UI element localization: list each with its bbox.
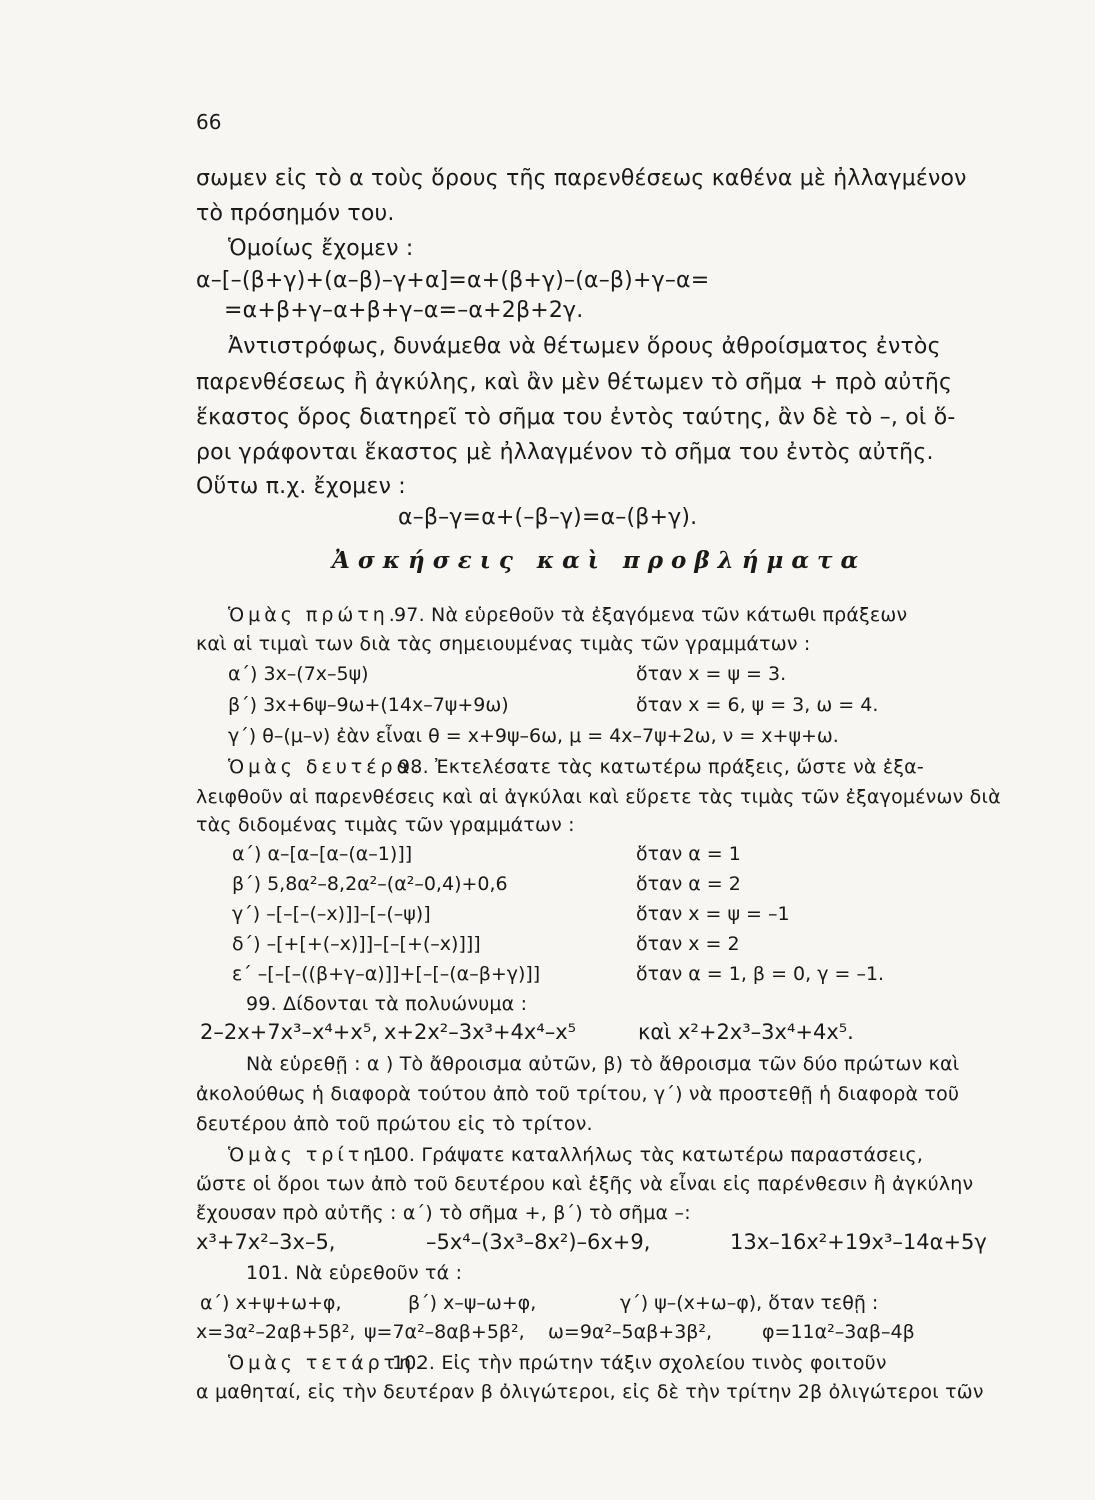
exercise-condition: ὅταν x = ψ = 3. [636, 663, 787, 685]
text-line: ἕκαστος ὅρος διατηρεῖ τὸ σῆμα του ἐντὸς ταύτης, ἂν δὲ τὸ –, οἱ ὅ- [196, 405, 956, 430]
polynomial: καὶ x²+2x³–3x⁴+4x⁵. [638, 1020, 854, 1044]
text-line: 101. Νὰ εὑρεθοῦν τά : [246, 1262, 463, 1284]
expression: β΄) x–ψ–ω+φ, [408, 1292, 537, 1314]
exercise-condition: ὅταν α = 2 [636, 873, 741, 895]
exercise-condition: ὅταν α = 1 [636, 843, 741, 865]
equation-line: α–β–γ=α+(–β–γ)=α–(β+γ). [398, 505, 698, 530]
group-title: Ὁμὰς πρώτη. [228, 604, 399, 626]
text-line: 99. Δίδονται τὰ πολυώνυμα : [246, 993, 528, 1015]
exercise-condition: ὅταν x = ψ = –1 [636, 903, 790, 925]
text-line: ὥστε οἱ ὅροι των ἀπὸ τοῦ δευτέρου καὶ ἑξῆς νὰ εἶναι εἰς παρένθεσιν ἢ ἀγκύλην [196, 1173, 974, 1195]
exercise-expression: α΄) α–[α–[α–(α–1)]] [232, 843, 413, 865]
exercise-expression: β΄) 3x+6ψ–9ω+(14x–7ψ+9ω) [228, 694, 509, 716]
text-line: τὸ πρόσημόν του. [196, 201, 395, 226]
expression: α΄) x+ψ+ω+φ, [200, 1292, 342, 1314]
text-line: Νὰ εὑρεθῇ : α ) Τὸ ἄθροισμα αὐτῶν, β) τὸ ἄθροισμα τῶν δύο πρώτων καὶ [246, 1053, 960, 1075]
text-line: παρενθέσεως ἢ ἀγκύλης, καὶ ἂν μὲν θέτωμεν τὸ σῆμα + πρὸ αὐτῆς [196, 370, 953, 395]
expression: γ΄) ψ–(x+ω–φ), ὅταν τεθῇ : [620, 1292, 879, 1314]
expression: ω=9α²–5αβ+3β², [548, 1321, 713, 1343]
expression: x³+7x²–3x–5, [196, 1230, 336, 1254]
page-number: 66 [196, 110, 222, 134]
exercise-expression: γ΄) –[–[–(–x)]]–[–(–ψ)] [232, 903, 431, 925]
text-line: τὰς διδομένας τιμὰς τῶν γραμμάτων : [196, 814, 575, 836]
expression: –5x⁴–(3x³–8x²)–6x+9, [426, 1230, 651, 1254]
text-line: ροι γράφονται ἕκαστος μὲ ἠλλαγμένον τὸ σῆμα του ἐντὸς αὐτῆς. [196, 440, 934, 465]
exercise-condition: ὅταν x = 2 [636, 933, 740, 955]
exercise-expression: γ΄) θ–(μ–ν) ἐὰν εἶναι θ = x+9ψ–6ω, μ = 4x–7ψ+2ω, ν = x+ψ+ω. [228, 725, 839, 747]
text-line: 98. Ἐκτελέσατε τὰς κατωτέρω πράξεις, ὥστε νὰ ἐξα- [398, 756, 924, 778]
section-heading: Ἀσκήσεις καὶ προβλήματα [332, 547, 867, 574]
exercise-expression: ε΄ –[–[–((β+γ–α)]]+[–[–(α–β+γ)]] [232, 963, 541, 985]
expression: φ=11α²–3αβ–4β [762, 1321, 915, 1343]
text-line: 100. Γράψατε καταλλήλως τὰς κατωτέρω παραστάσεις, [372, 1144, 924, 1166]
text-line: 97. Νὰ εὑρεθοῦν τὰ ἐξαγόμενα τῶν κάτωθι πράξεων [394, 604, 908, 626]
text-line: ἔχουσαν πρὸ αὐτῆς : α΄) τὸ σῆμα +, β΄) τὸ σῆμα –: [196, 1202, 691, 1224]
exercise-condition: ὅταν α = 1, β = 0, γ = –1. [636, 963, 885, 985]
group-title: Ὁμὰς τετάρτη. [228, 1352, 426, 1374]
polynomial: x+2x²–3x³+4x⁴–x⁵ [384, 1020, 577, 1044]
polynomial: 2–2x+7x³–x⁴+x⁵, [200, 1020, 378, 1044]
expression: 13x–16x²+19x³–14α+5γ [730, 1230, 987, 1254]
text-line: καὶ αἱ τιμαὶ των διὰ τὰς σημειουμένας τιμὰς τῶν γραμμάτων : [196, 633, 811, 655]
text-line: ἀκολούθως ἡ διαφορὰ τούτου ἀπὸ τοῦ τρίτου, γ΄) νὰ προστεθῇ ἡ διαφορὰ τοῦ [196, 1083, 960, 1105]
text-line: Ὁμοίως ἔχομεν : [228, 236, 414, 261]
text-line: 102. Εἰς τὴν πρώτην τάξιν σχολείου τινὸς φοιτοῦν [392, 1352, 887, 1374]
text-line: α μαθηταί, εἰς τὴν δευτέραν β ὀλιγώτεροι, εἰς δὲ τὴν τρίτην 2β ὀλιγώτεροι τῶν [196, 1381, 984, 1403]
expression: ψ=7α²–8αβ+5β², [364, 1321, 525, 1343]
expression: x=3α²–2αβ+5β², [196, 1321, 356, 1343]
text-line: Οὕτω π.χ. ἔχομεν : [196, 474, 406, 499]
equation-line: =α+β+γ–α+β+γ–α=–α+2β+2γ. [224, 298, 584, 323]
exercise-condition: ὅταν x = 6, ψ = 3, ω = 4. [636, 694, 879, 716]
text-line: σωμεν εἰς τὸ α τοὺς ὅρους τῆς παρενθέσεως καθένα μὲ ἠλλαγμένον [196, 166, 967, 191]
text-line: δευτέρου ἀπὸ τοῦ πρώτου εἰς τὸ τρίτον. [196, 1113, 593, 1135]
text-line: Ἀντιστρόφως, δυνάμεθα νὰ θέτωμεν ὅρους ἀθροίσματος ἐντὸς [228, 334, 941, 359]
exercise-expression: δ΄) –[+[+(–x)]]–[–[+(–x)]]] [232, 933, 481, 955]
group-title: Ὁμὰς τρίτη. [228, 1144, 390, 1166]
text-line: λειφθοῦν αἱ παρενθέσεις καὶ αἱ ἀγκύλαι καὶ εὕρετε τὰς τιμὰς τῶν ἐξαγομένων διὰ [196, 786, 1001, 808]
exercise-expression: α΄) 3x–(7x–5ψ) [228, 663, 369, 685]
equation-line: α–[–(β+γ)+(α–β)–γ+α]=α+(β+γ)–(α–β)+γ–α= [196, 268, 710, 293]
exercise-expression: β΄) 5,8α²–8,2α²–(α²–0,4)+0,6 [232, 873, 508, 895]
group-title: Ὁμὰς δευτέρα. [228, 756, 424, 778]
